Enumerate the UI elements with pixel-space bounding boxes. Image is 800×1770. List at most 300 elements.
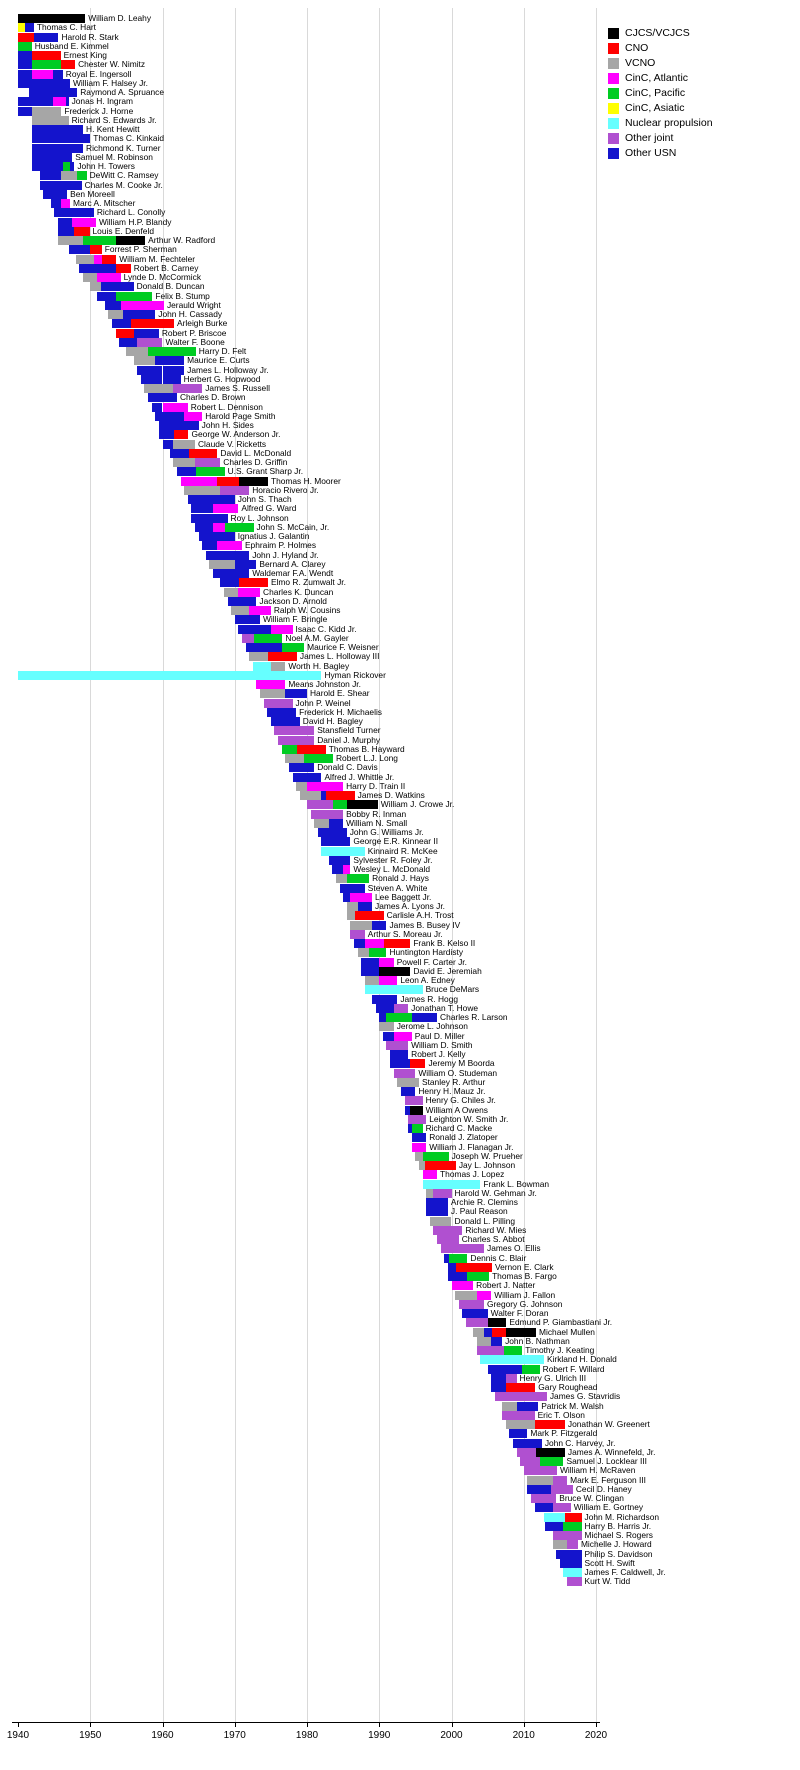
row-label: Alfred J. Whittle Jr. (324, 771, 395, 782)
bar-segment (527, 1485, 551, 1494)
row-label: Eric T. Olson (537, 1409, 585, 1420)
bar-segment (213, 495, 235, 504)
bar-segment (289, 763, 314, 772)
legend-item (608, 86, 788, 100)
row-label: George W. Anderson Jr. (191, 429, 281, 440)
row-label: Means Johnston Jr. (288, 679, 361, 689)
row-label: John H. Sides (201, 420, 254, 430)
bar-segment (423, 1152, 449, 1161)
bar-segment (83, 273, 97, 282)
bar-segment (173, 458, 195, 467)
table-row (0, 856, 600, 865)
bar-segment (527, 1448, 536, 1457)
row-label: Raymond A. Spruance (80, 87, 165, 97)
bar-segment (449, 1254, 468, 1263)
bar-segment (437, 1235, 459, 1244)
legend-label: CJCS/VCJCS (625, 27, 690, 39)
table-row (0, 847, 600, 856)
row-label: Scott H. Swift (584, 1557, 635, 1568)
bar-segment (238, 588, 260, 597)
row-label: James S. Russell (205, 383, 270, 393)
row-label: Jonathan T. Howe (411, 1002, 479, 1013)
row-label: Richard L. Conolly (96, 207, 166, 218)
bar-segment (54, 208, 65, 217)
legend-item (608, 56, 788, 70)
row-label: Lynde D. McCormick (123, 272, 202, 282)
bar-segment (285, 754, 304, 763)
row-label: Charles R. Larson (440, 1012, 508, 1022)
row-label: Claude V. Ricketts (198, 438, 267, 449)
bar-segment (235, 615, 260, 624)
table-row (0, 1115, 600, 1124)
row-label: Harold R. Stark (61, 31, 119, 42)
bar-segment (531, 1494, 556, 1503)
bar-segment (102, 255, 116, 264)
row-label: Wesley L. McDonald (353, 864, 430, 874)
bar-segment (18, 51, 32, 60)
row-label: Charles D. Griffin (223, 457, 288, 467)
bar-segment (452, 1281, 474, 1290)
bar-segment (191, 504, 213, 513)
bar-segment (126, 347, 148, 356)
bar-segment (32, 70, 53, 79)
bar-segment (563, 1522, 581, 1531)
bar-segment (195, 523, 213, 532)
table-row (0, 1383, 600, 1392)
row-label: William M. Fechteler (119, 253, 196, 264)
x-tick-label: 1970 (223, 1730, 246, 1741)
legend-swatch (608, 43, 619, 54)
bar-segment (282, 745, 297, 754)
x-tick (524, 1722, 525, 1727)
legend-swatch (608, 88, 619, 99)
bar-segment (32, 125, 83, 134)
x-tick (596, 1722, 597, 1727)
bar-segment (502, 1411, 535, 1420)
bar-segment (174, 430, 188, 439)
row-label: Harry B. Harris Jr. (584, 1520, 652, 1531)
bar-segment (249, 652, 263, 661)
row-label: William D. Smith (411, 1039, 473, 1050)
table-row (0, 976, 600, 985)
row-label: Jonathan W. Greenert (567, 1419, 650, 1429)
table-row (0, 662, 600, 671)
bar-segment (155, 356, 184, 365)
bar-segment (343, 865, 350, 874)
row-label: Worth H. Bagley (288, 660, 350, 671)
row-label: Dennis C. Blair (470, 1252, 527, 1263)
bar-segment (97, 273, 120, 282)
row-label: Michael Mullen (539, 1326, 595, 1337)
row-label: Sylvester R. Foley Jr. (353, 854, 433, 865)
table-row (0, 782, 600, 791)
table-row (0, 1493, 624, 1503)
legend-label: CinC, Asiatic (625, 102, 685, 114)
row-label: DeWitt C. Ramsey (89, 170, 159, 181)
bar-segment (271, 717, 300, 726)
table-row (0, 1096, 600, 1105)
bar-segment (18, 60, 32, 69)
bar-segment (148, 393, 177, 402)
x-axis-line (12, 1722, 600, 1723)
x-tick-label: 1960 (151, 1730, 174, 1741)
row-label: William J. Flanagan Jr. (429, 1141, 514, 1152)
bar-segment (390, 1050, 408, 1059)
x-tick (163, 1722, 164, 1727)
bar-segment (358, 948, 370, 957)
bar-segment (181, 477, 195, 486)
table-row (0, 125, 600, 134)
row-label: Robert L. Dennison (190, 401, 263, 412)
table-row (0, 495, 600, 504)
table-row (0, 893, 600, 902)
row-label: William E. Gortney (573, 1502, 644, 1513)
bar-segment (188, 495, 213, 504)
bar-segment (58, 218, 72, 227)
bar-segment (365, 939, 384, 948)
bar-segment (137, 338, 162, 347)
table-row (0, 1511, 660, 1522)
row-label: James L. Holloway III (299, 651, 380, 662)
row-label: James A. Lyons Jr. (375, 901, 445, 911)
bar-segment (108, 310, 122, 319)
table-row (0, 1576, 631, 1587)
table-row (0, 1400, 604, 1411)
bar-segment (405, 1096, 423, 1105)
row-label: Henry G. Ulrich III (519, 1372, 587, 1383)
bar-segment (332, 865, 343, 874)
bar-segment (456, 1263, 492, 1272)
bar-segment (383, 1032, 394, 1041)
table-row (0, 245, 600, 254)
row-label: Richard W. Mies (465, 1224, 527, 1235)
row-label: Gregory G. Johnson (487, 1298, 563, 1309)
table-row (0, 1539, 652, 1550)
table-row (0, 921, 600, 930)
bar-segment (184, 486, 191, 495)
bar-segment (343, 893, 350, 902)
row-label: Harry D. Train II (346, 780, 406, 791)
table-row (0, 255, 600, 264)
bar-segment (527, 1476, 552, 1485)
table-row (0, 1124, 600, 1133)
bar-segment (412, 1143, 426, 1152)
table-row (0, 338, 600, 347)
table-row (0, 745, 600, 754)
bar-segment (163, 375, 181, 384)
row-label: Michelle J. Howard (580, 1539, 652, 1550)
row-label: Bruce W. Clingan (559, 1493, 624, 1503)
row-label: Leon A. Edney (400, 975, 455, 985)
row-label: Mark E. Ferguson III (570, 1474, 646, 1485)
row-label: Richard C. Macke (425, 1123, 493, 1133)
table-row (0, 199, 600, 208)
bar-segment (520, 1457, 540, 1466)
table-row (0, 356, 600, 365)
row-label: Arleigh Burke (177, 318, 228, 329)
bar-segment (70, 162, 74, 171)
table-row (0, 1087, 600, 1096)
bar-segment (397, 1078, 419, 1087)
row-label: John P. Weinel (295, 697, 351, 708)
bar-segment (386, 1041, 408, 1050)
row-label: Felix B. Stump (155, 290, 210, 301)
legend-swatch (608, 148, 619, 159)
row-label: H. Kent Hewitt (86, 124, 140, 134)
bar-segment (32, 116, 61, 125)
row-label: James L. Holloway Jr. (187, 364, 269, 375)
bar-segment (412, 1124, 422, 1133)
bar-segment (430, 1217, 452, 1226)
bar-segment (321, 837, 350, 846)
row-label: John B. Nathman (505, 1335, 570, 1346)
x-tick-label: 2020 (584, 1730, 608, 1741)
bar-segment (565, 1513, 582, 1522)
bar-segment (101, 282, 134, 291)
table-row (0, 292, 600, 301)
table-row (0, 717, 600, 726)
row-label: James R. Hogg (400, 993, 459, 1004)
row-label: Charles S. Abbot (461, 1234, 525, 1244)
bar-segment (347, 911, 355, 920)
bar-segment (296, 782, 307, 791)
bar-segment (536, 1448, 565, 1457)
bar-segment (271, 662, 285, 671)
row-label: Frederick H. Michaelis (299, 706, 382, 717)
table-row (0, 393, 600, 402)
table-row (0, 874, 600, 883)
row-label: Samuel J. Locklear III (566, 1456, 648, 1466)
bar-segment (553, 1540, 567, 1549)
bar-segment (53, 70, 63, 79)
bar-segment (51, 199, 62, 208)
bar-segment (513, 1439, 542, 1448)
bar-segment (524, 1466, 557, 1475)
x-tick (452, 1722, 453, 1727)
bar-segment (544, 1513, 565, 1522)
row-label: Daniel J. Murphy (317, 734, 381, 745)
table-row (0, 736, 600, 745)
bar-segment (163, 366, 185, 375)
bar-segment (491, 1383, 506, 1392)
row-label: Harry D. Felt (198, 346, 247, 356)
row-label: Steven A. White (367, 882, 428, 893)
bar-segment (159, 430, 174, 439)
bar-segment (553, 1503, 571, 1512)
bar-segment (361, 958, 379, 967)
legend-swatch (608, 118, 619, 129)
row-label: Chester W. Nimitz (78, 59, 146, 70)
bar-segment (134, 329, 159, 338)
row-label: Charles K. Duncan (263, 586, 334, 597)
row-label: James A. Winnefeld, Jr. (567, 1446, 656, 1457)
row-label: Robert L.J. Long (336, 753, 398, 763)
table-row (0, 227, 600, 236)
bar-segment (318, 828, 347, 837)
row-label: James F. Caldwell, Jr. (584, 1567, 666, 1577)
bar-segment (134, 356, 156, 365)
row-label: Henry G. Chiles Jr. (425, 1095, 496, 1106)
row-label: Alfred G. Ward (241, 503, 297, 514)
bar-segment (18, 79, 70, 88)
bar-segment (94, 255, 102, 264)
row-label: William F. Bringle (263, 614, 328, 625)
legend (608, 26, 788, 161)
table-row (0, 1557, 635, 1568)
bar-segment (25, 23, 34, 32)
row-label: Herbert G. Hopwood (183, 373, 261, 384)
legend-swatch (608, 73, 619, 84)
bar-segment (144, 384, 173, 393)
row-label: Jackson D. Arnold (259, 595, 327, 606)
row-label: James G. Stavridis (549, 1391, 621, 1402)
bar-segment (235, 551, 249, 560)
row-label: Richard S. Edwards Jr. (71, 114, 157, 125)
bar-segment (61, 199, 70, 208)
table-row (0, 366, 600, 375)
row-label: Stanley R. Arthur (421, 1076, 486, 1087)
row-label: David H. Bagley (302, 716, 363, 726)
row-label: Henry H. Mauz Jr. (418, 1086, 486, 1096)
bar-segment (488, 1365, 523, 1374)
bar-segment (123, 310, 156, 319)
row-label: Forrest P. Sherman (104, 244, 177, 255)
legend-item (608, 71, 788, 85)
row-label: Jay L. Johnson (458, 1160, 516, 1170)
row-label: Thomas B. Fargo (492, 1271, 557, 1281)
bar-segment (18, 42, 32, 51)
table-row (0, 1411, 600, 1420)
row-label: Waldemar F.A. Wendt (252, 568, 334, 578)
bar-segment (423, 1170, 437, 1179)
table-row (0, 985, 600, 994)
table-row (0, 1317, 613, 1328)
bar-segment (40, 171, 62, 180)
table-row (0, 708, 600, 717)
row-label: John S. Thach (237, 494, 292, 504)
row-label: Stansfield Turner (317, 725, 381, 736)
bar-segment (491, 1374, 505, 1383)
bar-segment (426, 1207, 448, 1216)
row-label: John C. Harvey, Jr. (544, 1437, 616, 1448)
table-row (0, 1198, 600, 1207)
bar-segment (326, 791, 355, 800)
bar-segment (61, 116, 68, 125)
row-label: David E. Jeremiah (413, 965, 482, 976)
bar-segment (491, 1337, 502, 1346)
row-label: Donald L. Pilling (454, 1215, 516, 1226)
legend-item (608, 26, 788, 40)
bar-segment (76, 255, 94, 264)
row-label: William H.P. Blandy (99, 216, 172, 227)
x-tick-label: 2000 (440, 1730, 463, 1741)
bar-segment (196, 467, 225, 476)
bar-segment (509, 1429, 527, 1438)
bar-segment (90, 245, 102, 254)
row-label: George E.R. Kinnear II (353, 836, 439, 847)
row-label: Paul D. Miller (414, 1030, 465, 1041)
bar-segment (285, 726, 314, 735)
bar-segment (170, 449, 189, 458)
legend-label: Other USN (625, 147, 677, 159)
table-row (0, 1465, 636, 1476)
row-label: Isaac C. Kidd Jr. (295, 623, 357, 634)
row-label: Walter F. Doran (490, 1308, 549, 1318)
row-label: Walter F. Boone (165, 336, 225, 347)
row-label: Frederick J. Horne (64, 105, 134, 116)
legend-label: Other joint (625, 132, 674, 144)
row-label: Robert F. Willard (542, 1363, 605, 1374)
table-row (0, 440, 600, 449)
row-label: Maurice F. Weisner (307, 642, 379, 652)
bar-segment (63, 162, 70, 171)
bar-segment (347, 874, 369, 883)
row-label: Louis E. Denfeld (92, 225, 154, 236)
bar-segment (18, 70, 32, 79)
bar-segment (61, 171, 77, 180)
bar-segment (97, 292, 116, 301)
bar-segment (116, 329, 134, 338)
row-label: Harold W. Gehman Jr. (454, 1187, 537, 1198)
bar-segment (379, 976, 397, 985)
row-label: Elmo R. Zumwalt Jr. (270, 577, 346, 588)
bar-segment (329, 856, 351, 865)
bar-segment (18, 107, 32, 116)
table-row (0, 449, 600, 458)
row-label: Gary Roughead (538, 1382, 598, 1392)
table-row (0, 1474, 646, 1485)
table-row (0, 1069, 600, 1078)
table-row (0, 1548, 653, 1559)
table-row (0, 939, 600, 948)
bar-segment (195, 458, 220, 467)
row-label: William H. McRaven (559, 1465, 636, 1476)
table-row (0, 273, 600, 282)
bar-segment (242, 634, 254, 643)
row-label: Kirkland H. Donald (546, 1354, 617, 1365)
table-row (0, 218, 600, 227)
bar-segment (502, 1402, 516, 1411)
bar-segment (32, 162, 62, 171)
row-label: Ronald J. Zlatoper (429, 1132, 498, 1143)
bar-segment (448, 1272, 468, 1281)
legend-swatch (608, 133, 619, 144)
bar-segment (32, 107, 61, 116)
row-label: James O. Ellis (487, 1243, 541, 1254)
row-label: William D. Leahy (88, 13, 152, 23)
legend-swatch (608, 28, 619, 39)
bar-segment (224, 588, 238, 597)
table-row (0, 810, 600, 819)
table-row (0, 208, 600, 217)
table-row (0, 282, 600, 291)
bar-segment (379, 958, 393, 967)
row-label: Bruce DeMars (425, 984, 480, 995)
bar-segment (195, 477, 217, 486)
table-row (0, 1161, 600, 1170)
bar-segment (112, 319, 131, 328)
bar-segment (401, 1087, 415, 1096)
table-row (0, 403, 600, 412)
table-row (0, 800, 600, 809)
x-tick (379, 1722, 380, 1727)
row-label: Robert B. Carney (133, 262, 199, 273)
row-label: Philip S. Davidson (584, 1548, 653, 1559)
row-label: Robert J. Natter (476, 1280, 536, 1291)
bar-segment (535, 1503, 553, 1512)
row-label: Lee Baggett Jr. (375, 891, 432, 902)
bar-segment (278, 736, 314, 745)
